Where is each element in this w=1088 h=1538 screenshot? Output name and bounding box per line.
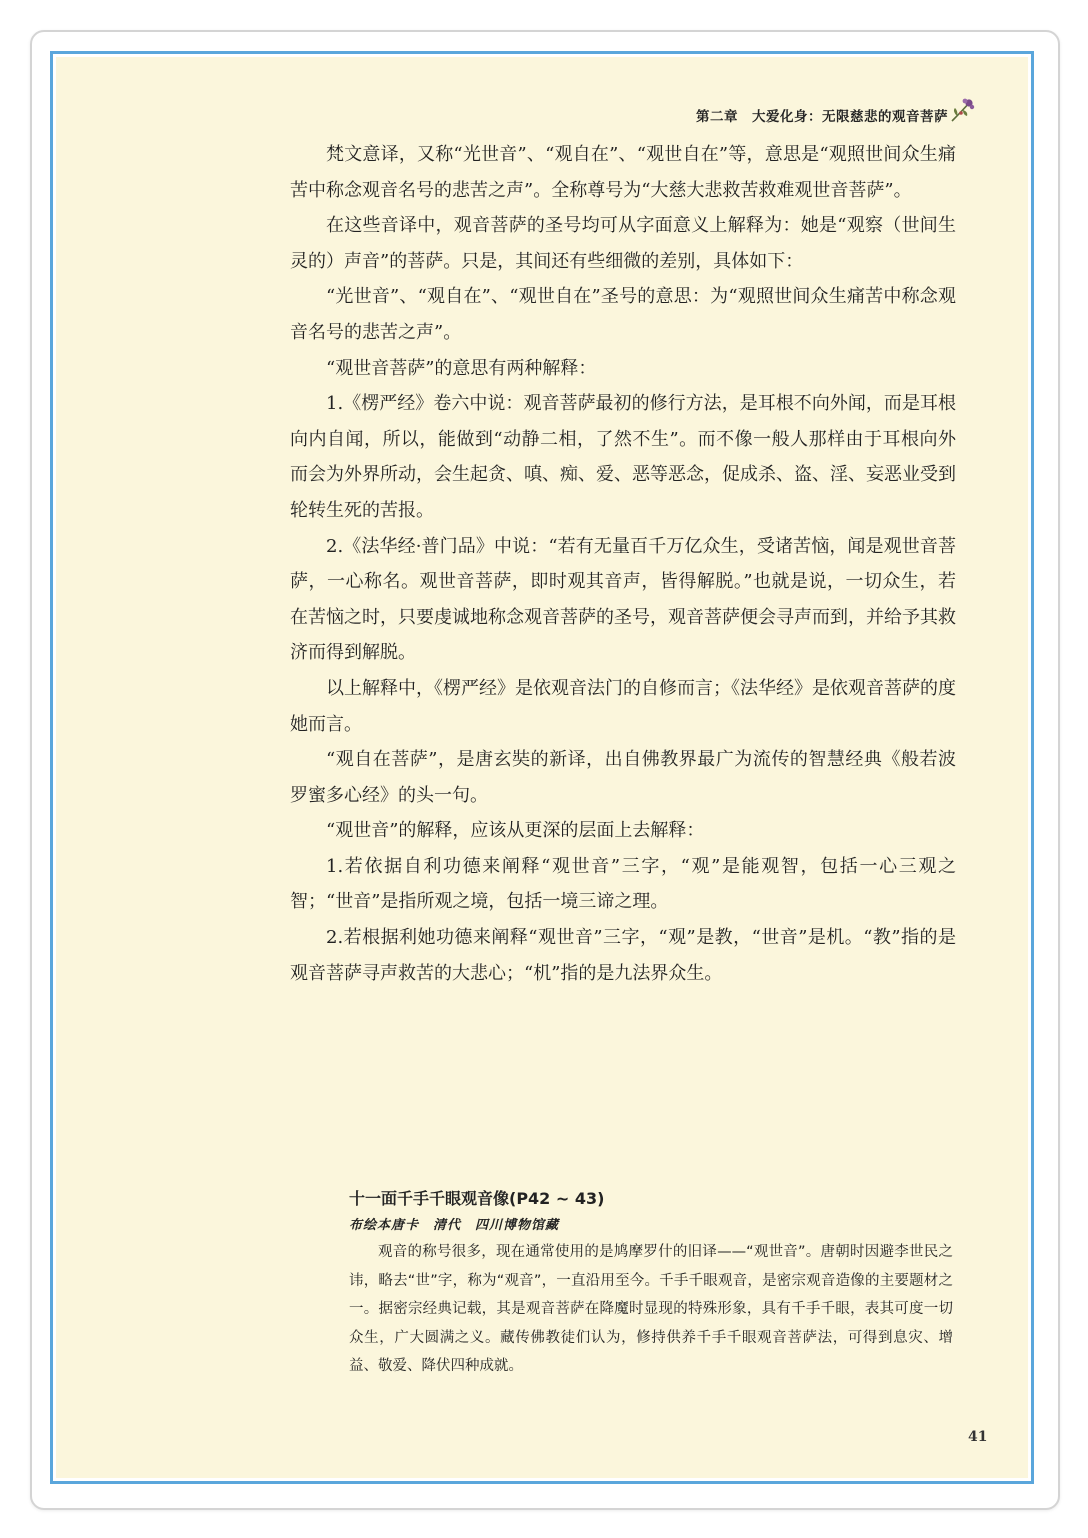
paragraph: 在这些音译中，观音菩萨的圣号均可从字面意义上解释为：她是“观察（世间生灵的）声音”的菩萨。只是，其间还有些细微的差别，具体如下：: [290, 215, 956, 272]
paragraph: 1.若依据自利功德来阐释“观世音”三字，“观”是能观智，包括一心三观之智；“世音”是指所观之境，包括一境三谛之理。: [290, 855, 956, 913]
running-head: 第二章 大爱化身：无限慈悲的观音菩萨: [696, 109, 948, 125]
paragraph: 以上解释中，《楞严经》是依观音法门的自修而言；《法华经》是依观音菩萨的度她而言。: [290, 677, 956, 735]
paragraph: 梵文意译，又称“光世音”、“观自在”、“观世自在”等，意思是“观照世间众生痛苦中称念观音名号的悲苦之声”。全称尊号为“大慈大悲救苦救难观世音菩萨”。: [290, 144, 956, 201]
paragraph: “观自在菩萨”，是唐玄奘的新译，出自佛教界最广为流传的智慧经典《般若波罗蜜多心经》的头一句。: [290, 749, 956, 806]
paragraph: “观世音菩萨”的意思有两种解释：: [326, 357, 597, 379]
page-number: 41: [968, 1429, 988, 1445]
body-text: [290, 137, 956, 991]
paragraph: “光世音”、“观自在”、“观世自在”圣号的意思：为“观照世间众生痛苦中称念观音名号的悲苦之声”。: [290, 286, 956, 343]
book-page: [56, 57, 1028, 1478]
paragraph: 1.《楞严经》卷六中说：观音菩萨最初的修行方法，是耳根不向外闻，而是耳根向内自闻，所以，能做到“动静二相，了然不生”。而不像一般人那样由于耳根向外而会为外界所动，会生起贪、嗔、痴、爱、恶等恶念，促成杀、盗、淫、妄恶业受到轮转生死的苦报。: [290, 393, 956, 521]
paragraph: “观世音”的解释，应该从更深的层面上去解释：: [326, 820, 705, 842]
caption-title: 十一面千手千眼观音像(P42 ~ 43): [349, 1189, 605, 1208]
flower-ornament-icon: [948, 97, 976, 125]
paragraph: 2.《法华经·普门品》中说：“若有无量百千万亿众生，受诸苦恼，闻是观世音菩萨，一心称名。观世音菩萨，即时观其音声，皆得解脱。”也就是说，一切众生，若在苦恼之时，只要虔诚地称念观音菩萨的圣号，观音菩萨便会寻声而到，并给予其救济而得到解脱。: [290, 535, 956, 664]
caption-source: 布绘本唐卡 清代 四川博物馆藏: [349, 1218, 560, 1233]
paragraph: 2.若根据利她功德来阐释“观世音”三字，“观”是教，“世音”是机。“教”指的是观音菩萨寻声救苦的大悲心；“机”指的是九法界众生。: [290, 927, 956, 984]
image-caption: [349, 1187, 953, 1381]
caption-text: 观音的称号很多，现在通常使用的是鸠摩罗什的旧译——“观世音”。唐朝时因避李世民之讳，略去“世”字，称为“观音”，一直沿用至今。千手千眼观音，是密宗观音造像的主要题材之一。据密宗经典记载，其是观音菩萨在降魔时显现的特殊形象，具有千手千眼，表其可度一切众生，广大圆满之义。藏传佛教徒们认为，修持供养千手千眼观音菩萨法，可得到息灾、增益、敬爱、降伏四种成就。: [349, 1244, 953, 1375]
